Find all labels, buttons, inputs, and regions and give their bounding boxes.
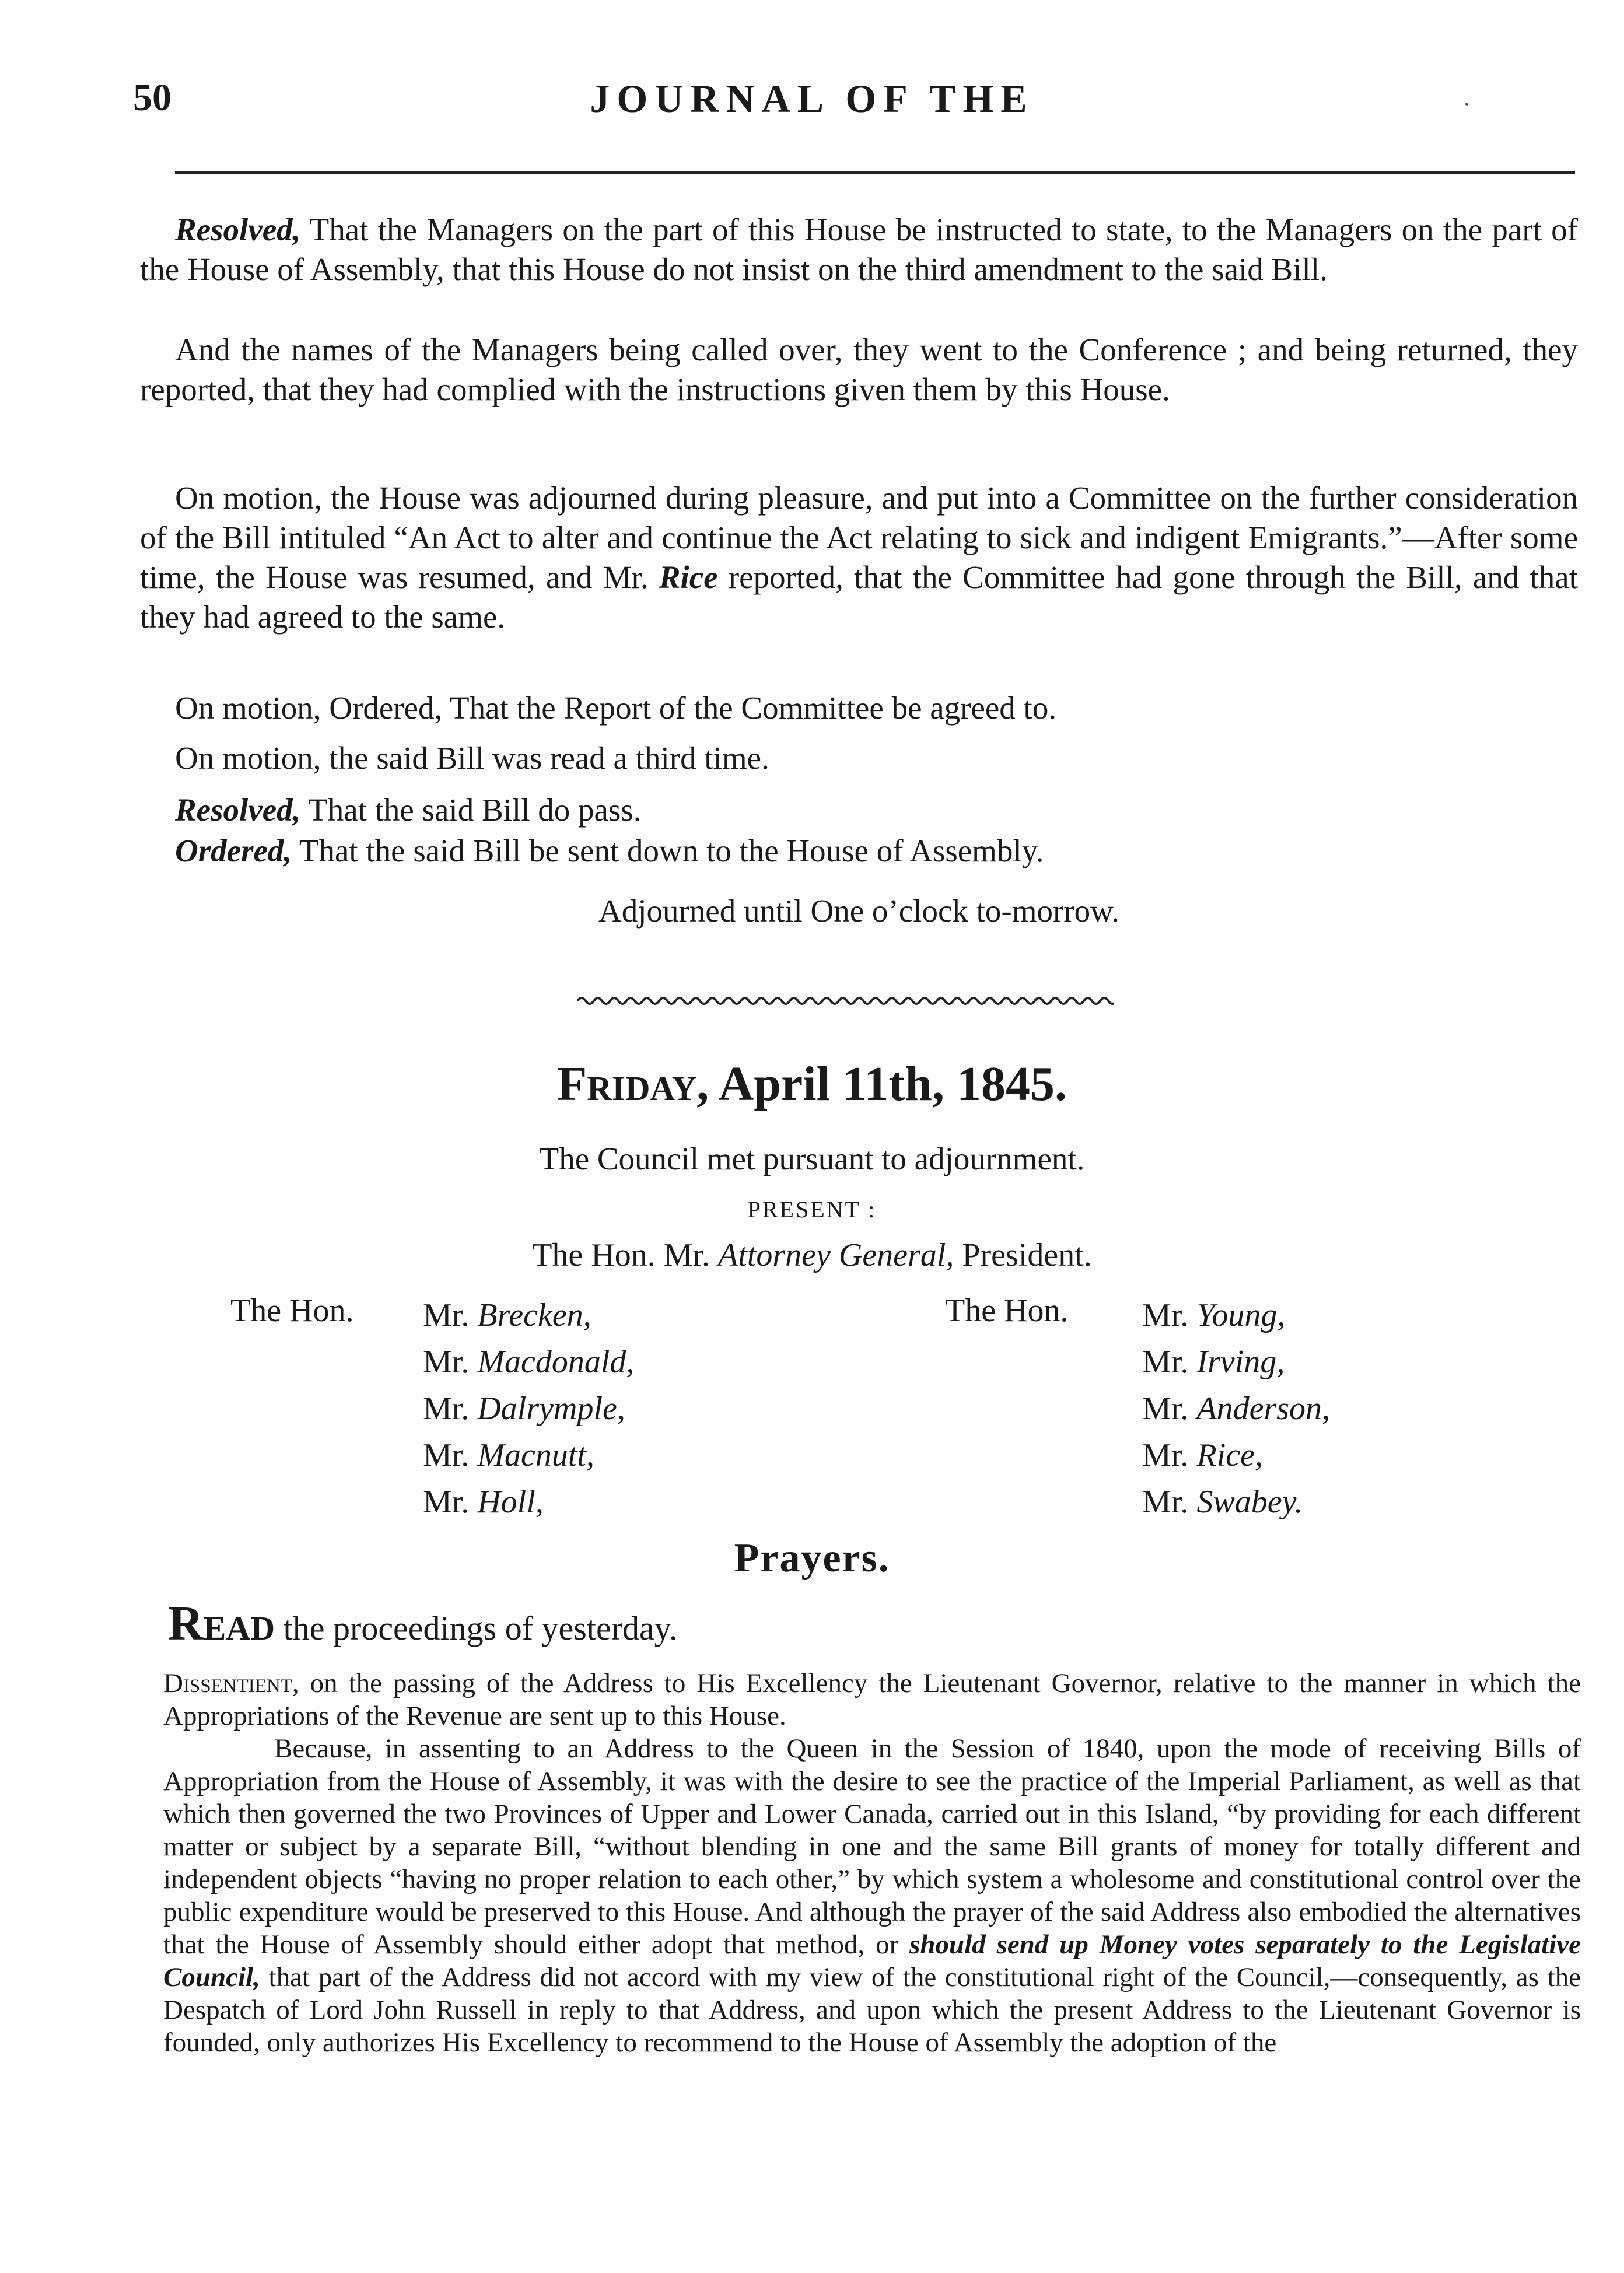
president-prefix: The Hon. Mr. — [532, 1237, 719, 1273]
members-right-column — [1142, 1292, 1330, 1525]
president-office: Attorney General, — [718, 1237, 954, 1273]
third-reading: On motion, the said Bill was read a third time. — [175, 740, 769, 776]
ordered-label: Ordered, — [175, 833, 292, 868]
committee-text-end: reported, that the Committee had gone through the Bill, and that they had agreed to the same. — [140, 559, 1578, 635]
dissent-emphasis: should send up Money votes separately to the Legislative Council, — [163, 1929, 1581, 1992]
page-number: 50 — [133, 76, 172, 119]
member-entry: Mr. Holl, — [423, 1484, 544, 1520]
committee-text: On motion, the House was adjourned during pleasure, and put into a Committee on the further consideration of the Bill intituled “An Act to alter and continue the Act relating to sick and indigent Emigrants.”—After some time, the House was resumed, and Mr. — [140, 480, 1578, 595]
member-entry: Mr. Dalrymple, — [423, 1391, 625, 1427]
bill-sent-text: That the said Bill be sent down to the House of Assembly. — [292, 833, 1044, 868]
dissent-heading — [163, 1667, 1581, 1732]
session-date-heading — [0, 1056, 1624, 1112]
report-order: On motion, Ordered, That the Report of the Committee be agreed to. — [175, 690, 1057, 726]
member-entry: Mr. Irving, — [1142, 1344, 1285, 1380]
dissentient-label: Dissentient, — [163, 1668, 299, 1698]
member-entry: Mr. Macnutt, — [423, 1437, 594, 1473]
speck — [1465, 103, 1468, 106]
read-word: EAD — [203, 1609, 275, 1647]
member-entry: Mr. Macdonald, — [423, 1344, 635, 1380]
header-rule — [175, 171, 1575, 174]
bill-pass — [140, 790, 1578, 830]
weekday: Friday, — [556, 1057, 709, 1111]
dissent-heading-text: on the passing of the Address to His Excellency the Lieutenant Governor, relative to the manner in which the Appropriations of the Revenue are sent up to this House. — [163, 1668, 1581, 1731]
president-suffix: President. — [954, 1237, 1092, 1273]
wavy-divider — [578, 994, 1114, 1007]
read-proceedings — [168, 1595, 678, 1652]
prayers-heading: Prayers. — [734, 1536, 890, 1581]
bill-pass-text: That the said Bill do pass. — [300, 792, 642, 828]
drop-initial: R — [168, 1596, 204, 1651]
bill-sent — [140, 831, 1578, 871]
members-left-prefix: The Hon. — [230, 1293, 354, 1329]
read-text: the proceedings of yesterday. — [275, 1609, 678, 1647]
adjournment-line: Adjourned until One o’clock to-morrow. — [598, 893, 1120, 929]
member-name-rice: Rice — [659, 559, 718, 595]
session-date: April 11th, 1845. — [709, 1057, 1068, 1111]
resolution-text: That the Managers on the part of this House be instructed to state, to the Managers on the part of the House of Assembly, that this House do not insist on the third amendment to the said Bill. — [140, 212, 1578, 287]
dissent-body-end: that part of the Address did not accord with my view of the constitutional right of the Council,—consequently, as the Despatch of Lord John Russell in reply to that Address, and upon which the present Address to the Lieutenant Governor is founded, only authorizes His Excellency to recommend to the House of Assembly the adoption of the — [163, 1962, 1581, 2058]
dissent-body — [163, 1732, 1581, 2059]
resolved-label: Resolved, — [175, 792, 301, 828]
resolved-label: Resolved, — [175, 212, 301, 247]
present-label: PRESENT : — [747, 1196, 877, 1223]
committee-paragraph — [140, 478, 1578, 637]
member-entry: Mr. Brecken, — [423, 1297, 592, 1333]
council-met-line: The Council met pursuant to adjournment. — [539, 1141, 1085, 1176]
resolution-paragraph — [140, 210, 1578, 289]
member-entry: Mr. Young, — [1142, 1297, 1286, 1333]
members-left-column — [423, 1292, 634, 1525]
managers-paragraph: And the names of the Managers being called over, they went to the Conference ; and being returned, they reported, that they had complied with the instructions given them by this House. — [140, 332, 1578, 407]
member-entry: Mr. Anderson, — [1142, 1391, 1331, 1427]
member-entry: Mr. Rice, — [1142, 1437, 1263, 1473]
running-title: JOURNAL OF THE — [590, 76, 1034, 121]
president-line — [0, 1237, 1624, 1274]
members-right-prefix: The Hon. — [945, 1293, 1069, 1329]
member-entry: Mr. Swabey. — [1142, 1484, 1303, 1520]
dissent-body-text: Because, in assenting to an Address to the Queen in the Session of 1840, upon the mode of receiving Bills of Appropriation from the House of Assembly, it was with the desire to see the practice of the Imperial Parliament, as well as that which then governed the two Provinces of Upper and Lower Canada, carried out in this Island, “by providing for each different matter or subject by a separate Bill, “without blending in one and the same Bill grants of money for totally different and independent objects “having no proper relation to each other,” by which system a wholesome and constitutional control over the public expenditure would be preserved to this House. And although the prayer of the said Address also embodied the alternatives that the House of Assembly should either adopt that method, or — [163, 1733, 1581, 1960]
